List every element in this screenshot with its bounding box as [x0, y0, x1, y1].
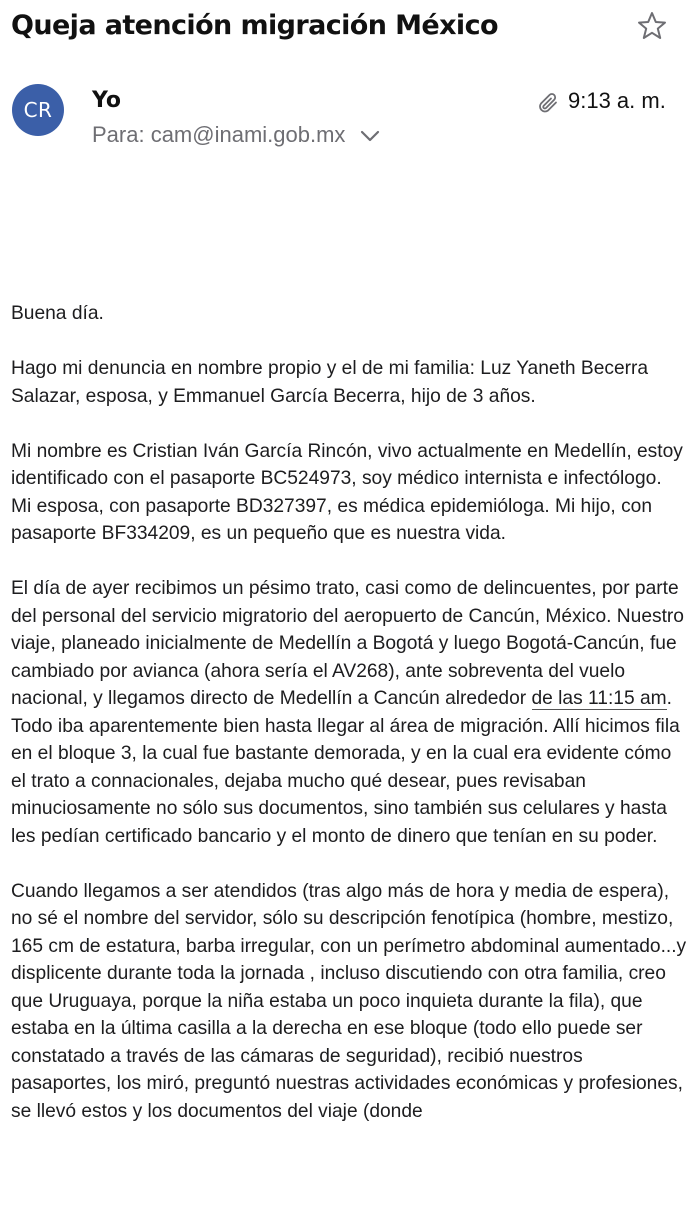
email-subject: Queja atención migración México	[11, 10, 498, 41]
time-link[interactable]: de las 11:15 am	[531, 688, 667, 709]
paragraph-3-text-a: El día de ayer recibimos un pésimo trato, casi como de delincuentes, por parte del personal del servicio migratorio del aeropuerto de Cancún, México. Nuestro viaje, planeado inicialmente de Medellín a Bogotá y luego Bogotá-Cancún, fue cambiado por avianca (ahora sería el AV268), ante sobreventa del vuelo nacional, y llegamos directo de Medellín a Cancún alrededor	[11, 578, 684, 709]
star-outline-icon[interactable]	[636, 10, 668, 42]
paragraph-2: Mi nombre es Cristian Iván García Rincón, vivo actualmente en Medellín, estoy identificado con el pasaporte BC524973, soy médico internista e infectólogo. Mi esposa, con pasaporte BD327397, es médica epidemióloga. Mi hijo, con pasaporte BF334209, es un pequeño que es nuestra vida.	[11, 440, 683, 544]
greeting: Buena día.	[11, 303, 104, 324]
sender-avatar[interactable]: CR	[12, 84, 64, 136]
email-body	[11, 300, 687, 1153]
sender-name: Yo	[92, 88, 122, 113]
recipient-line[interactable]	[92, 120, 380, 150]
email-time: 9:13 a. m.	[568, 88, 666, 113]
paragraph-1: Hago mi denuncia en nombre propio y el de mi familia: Luz Yaneth Becerra Salazar, esposa, y Emmanuel García Becerra, hijo de 3 años.	[11, 358, 649, 407]
recipient-text: Para: cam@inami.gob.mx	[92, 122, 346, 147]
paragraph-3-text-b: . Todo iba aparentemente bien hasta llegar al área de migración. Allí hicimos fila en el bloque 3, la cual fue bastante demorada, y en la cual era evidente cómo el trato a connacionales, dejaba mucho qué desear, pues revisaban minuciosamente no sólo sus documentos, sino también sus celulares y hasta les pedían certificado bancario y el monto de dinero que tenían en su poder.	[11, 688, 680, 847]
paragraph-3	[11, 575, 687, 850]
chevron-down-icon[interactable]	[360, 129, 380, 143]
paragraph-4: Cuando llegamos a ser atendidos (tras algo más de hora y media de espera), no sé el nombre del servidor, sólo su descripción fenotípica (hombre, mestizo, 165 cm de estatura, barba irregular, con un perímetro abdominal aumentado...y displicente durante toda la jornada , incluso discutiendo con otra familia, creo que Uruguaya, porque la niña estaba un poco inquieta durante la fila), que estaba en la última casilla a la derecha en ese bloque (todo ello puede ser constatado a través de las cámaras de seguridad), recibió nuestros pasaportes, los miró, preguntó nuestras actividades económicas y profesiones, se llevó estos y los documentos del viaje (donde	[11, 880, 687, 1122]
paperclip-icon	[536, 91, 560, 115]
